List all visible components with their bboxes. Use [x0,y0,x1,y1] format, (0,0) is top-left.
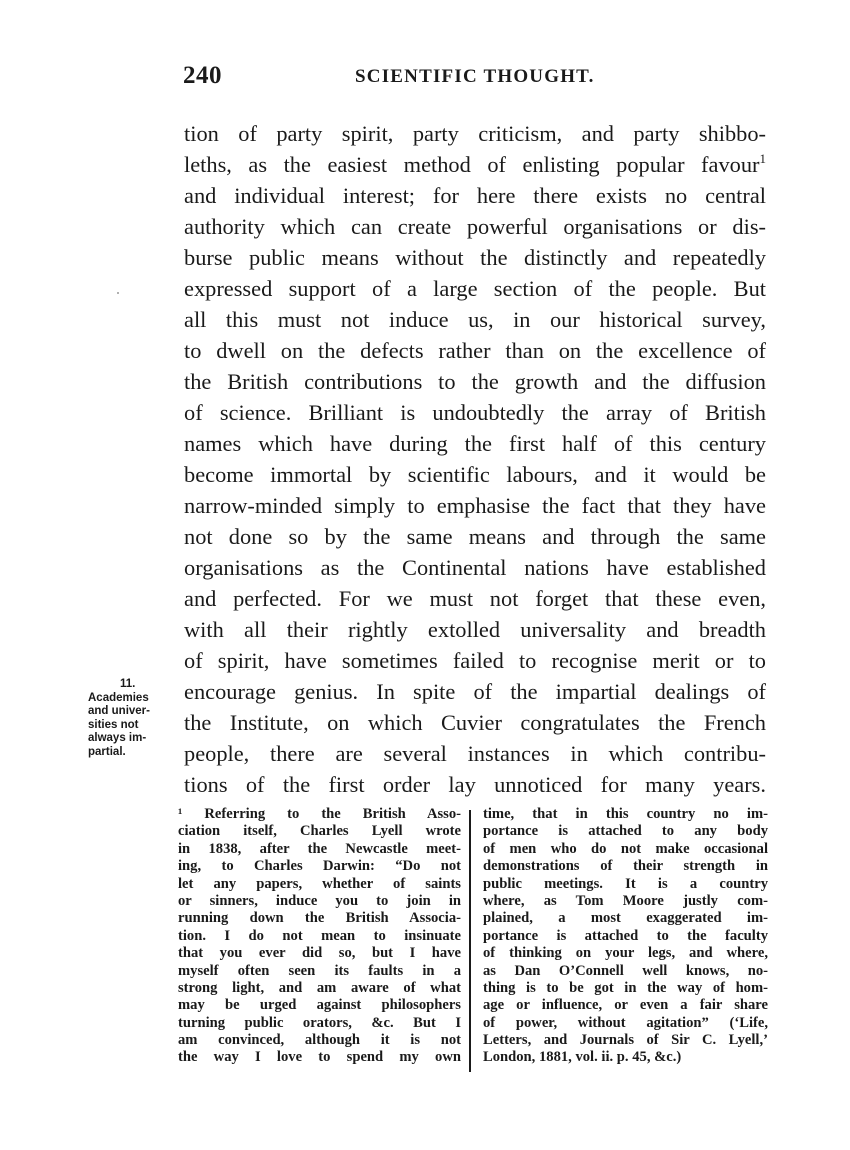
footnote-line: portance is attached to the faculty [483,927,768,944]
footnote-line: age or influence, or even a fair share [483,997,768,1014]
footnote-line: let any papers, whether of saints [178,875,461,892]
footnote-line: of power, without agitation” (‘Life, [483,1014,768,1031]
footnote-right-column [483,806,768,1067]
body-line: become immortal by scientific labours, and it would be [184,462,766,487]
footnote-line: strong light, and am aware of what [178,979,461,996]
body-line-text: leths, as the easiest method of enlisting popular favour [184,152,760,177]
body-line: of science. Brilliant is undoubtedly the array of British [184,400,766,425]
margin-note-line: always im- [88,732,147,744]
body-line: encourage genius. In spite of the impartial dealings of [184,679,766,704]
footnote-line: tion. I do not mean to insinuate [178,927,461,944]
margin-note [88,678,178,759]
margin-note-line: Academies [88,691,149,704]
footnote-line: as Dan O’Connell well knows, no- [483,962,768,979]
footnote-line: ¹ Referring to the British Asso- [178,806,461,822]
footnote-line: turning public orators, &c. But I [178,1014,461,1031]
running-title: SCIENTIFIC THOUGHT. [355,66,595,87]
footnote-line: London, 1881, vol. ii. p. 45, &c.) [483,1049,682,1066]
footnote-line: thing is to be got in the way of hom- [483,979,768,996]
body-line: to dwell on the defects rather than on the excellence of [184,338,766,363]
footnote-line: Letters, and Journals of Sir C. Lyell,’ [483,1032,768,1049]
footnote-line: of thinking on your legs, and where, [483,945,768,962]
footnote-line: public meetings. It is a country [483,875,768,892]
margin-note-line: partial. [88,745,126,758]
footnote-line: plained, a most exaggerated im- [483,910,768,927]
footnote-line: portance is attached to any body [483,823,768,840]
footnote-line: may be urged against philosophers [178,997,461,1014]
body-text [184,118,766,800]
footnote-line: myself often seen its faults in a [178,962,461,979]
body-line: narrow-minded simply to emphasise the fact that they have [184,493,766,518]
body-line: expressed support of a large section of the people. But [184,276,766,301]
body-line: the Institute, on which Cuvier congratulates the French [184,710,766,735]
page-number: 240 [183,62,222,89]
body-line: people, there are several instances in which contribu- [184,741,766,766]
margin-note-line: and univer- [88,705,150,717]
footnote-line: that you ever did so, but I have [178,945,461,962]
footnote-line: time, that in this country no im- [483,806,768,822]
body-line: of spirit, have sometimes failed to recognise merit or to [184,648,766,673]
body-line: and individual interest; for here there exists no central [184,183,766,208]
body-line: organisations as the Continental nations have established [184,555,766,580]
margin-note-line: sities not [88,718,139,731]
footnote-line: ciation itself, Charles Lyell wrote [178,823,461,840]
body-line: not done so by the same means and through the same [184,524,766,549]
footnote-line: demonstrations of their strength in [483,858,768,875]
body-line: burse public means without the distinctly and repeatedly [184,245,766,270]
footnote-line: where, as Tom Moore justly com- [483,892,768,909]
footnote-line: running down the British Associa- [178,910,461,927]
footnote-line: the way I love to spend my own [178,1049,461,1066]
margin-note-number: 11. [120,678,136,690]
body-line: tions of the first order lay unnoticed for many years. [184,772,766,797]
print-speck [117,292,119,294]
body-line: all this must not induce us, in our historical survey, [184,307,766,332]
body-line-with-footnote [184,149,766,180]
page-header [183,62,765,92]
footnote-left-column [178,806,461,1067]
footnote-column-rule [469,810,471,1072]
body-line: with all their rightly extolled universality and breadth [184,617,766,642]
footnote-line: of men who do not make occasional [483,840,768,857]
body-line: tion of party spirit, party criticism, and party shibbo- [184,121,766,146]
body-line: names which have during the first half of this century [184,431,766,456]
footnote-block [178,806,768,1081]
footnote-line: in 1838, after the Newcastle meet- [178,840,461,857]
footnote-line: ing, to Charles Darwin: “Do not [178,858,461,875]
body-line: authority which can create powerful organisations or dis- [184,214,766,239]
footnote-line: am convinced, although it is not [178,1032,461,1049]
body-line: and perfected. For we must not forget that these even, [184,586,766,611]
footnote-marker: 1 [759,151,766,166]
body-line: the British contributions to the growth and the diffusion [184,369,766,394]
footnote-line: or sinners, induce you to join in [178,892,461,909]
